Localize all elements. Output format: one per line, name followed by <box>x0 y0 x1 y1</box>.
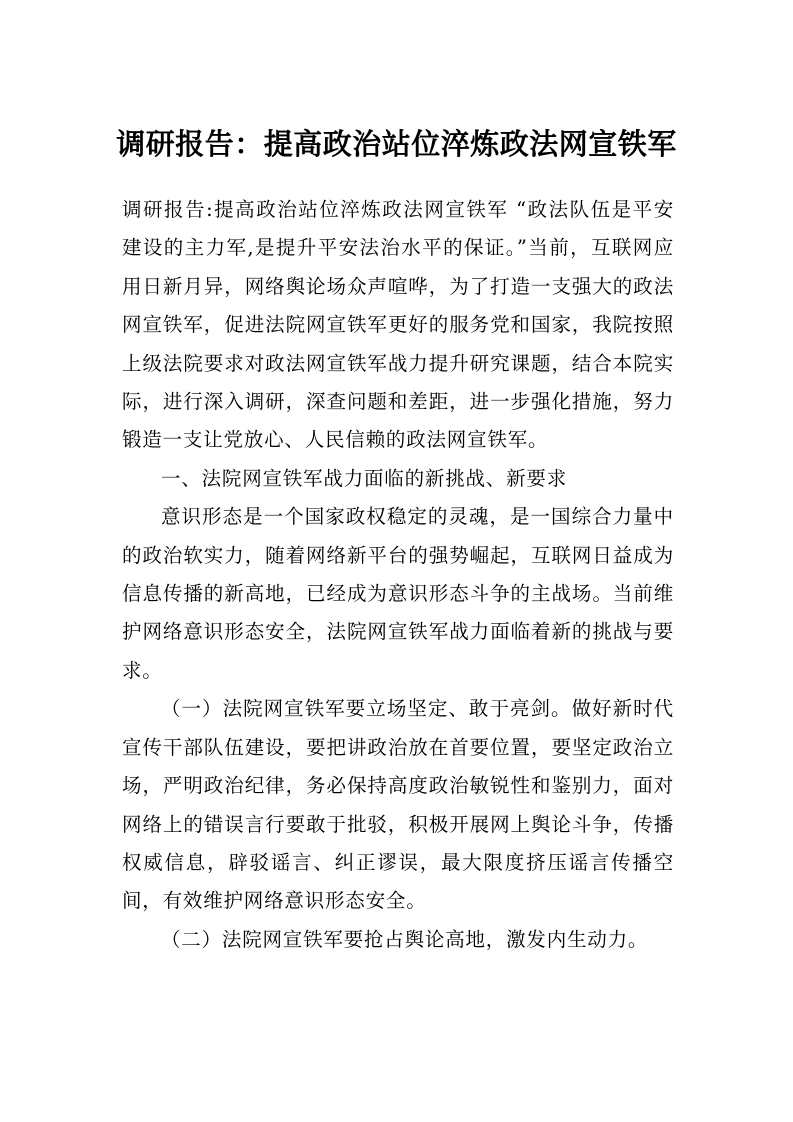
paragraph-intro: 调研报告:提高政治站位淬炼政法网宣铁军 “政法队伍是平安建设的主力军,是提升平安法治水平的保证。”当前，互联网应用日新月异，网络舆论场众声喧哗，为了打造一支强大的政法网宣铁军，促进法院网宣铁军更好的服务党和国家，我院按照上级法院要求对政法网宣铁军战力提升研究课题，结合本院实际，进行深入调研，深查问题和差距，进一步强化措施，努力锻造一支让党放心、人民信赖的政法网宣铁军。 <box>122 198 674 452</box>
paragraph-ideology: 意识形态是一个国家政权稳定的灵魂，是一国综合力量中的政治软实力，随着网络新平台的强势崛起，互联网日益成为信息传播的新高地，已经成为意识形态斗争的主战场。当前维护网络意识形态安全，法院网宣铁军战力面临着新的挑战与要求。 <box>122 505 674 682</box>
document-body <box>122 191 674 959</box>
section-heading-1: 一、法院网宣铁军战力面临的新挑战、新要求 <box>161 466 568 490</box>
document-title: 调研报告：提高政治站位淬炼政法网宣铁军 <box>116 127 677 161</box>
paragraph-item-1: （一）法院网宣铁军要立场坚定、敢于亮剑。做好新时代宣传干部队伍建设，要把讲政治放在首要位置，要坚定政治立场，严明政治纪律，务必保持高度政治敏锐性和鉴别力，面对网络上的错误言行要敢于批驳，积极开展网上舆论斗争，传播权威信息，辟驳谣言、纠正谬误，最大限度挤压谣言传播空间，有效维护网络意识形态安全。 <box>122 697 674 913</box>
paragraph-item-2: （二）法院网宣铁军要抢占舆论高地，激发内生动力。 <box>161 927 649 951</box>
